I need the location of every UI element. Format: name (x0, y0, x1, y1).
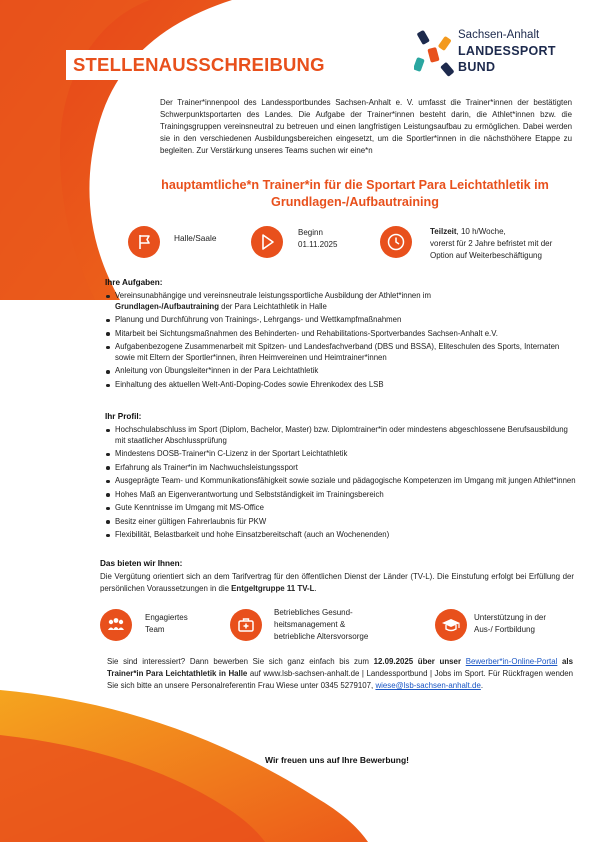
list-item: Aufgabenbezogene Zusammenarbeit mit Spitzen- und Landesfachverband (DBS und BSSA), Eliteschulen des Sports, Internaten sowie mit Eltern der Sportler*innen, ihren Heimvereinen und Heimtrainer*innen (105, 342, 577, 363)
location-icon (128, 226, 160, 258)
team-icon (100, 609, 132, 641)
pay-grade: Entgeltgruppe 11 TV-L (231, 583, 315, 593)
graduation-cap-icon (435, 609, 467, 641)
worktime-hours: , 10 h/Woche, (456, 227, 506, 236)
profile-list (105, 425, 577, 544)
logo-text-bund: BUND (458, 60, 496, 74)
list-item: Anleitung von Übungsleiter*innen in der Para Leichtathletik (105, 366, 577, 377)
offer-text-end: . (314, 583, 317, 593)
list-item: Flexibilität, Belastbarkeit und hohe Einsatzbereitschaft (auch an Wochenenden) (105, 530, 577, 541)
list-item: Ausgeprägte Team- und Kommunikationsfähigkeit sowie soziale und pädagogische Kompetenzen im Umgang mit jungen Athlet*innen (105, 476, 577, 487)
offer-text (100, 571, 574, 595)
start-date: 01.11.2025 (298, 240, 338, 249)
worktime-line1 (430, 226, 506, 238)
closing-line: Wir freuen uns auf Ihre Bewerbung! (265, 755, 409, 765)
list-item: Einhaltung des aktuellen Welt-Anti-Doping-Codes sowie Ehrenkodex des LSB (105, 380, 577, 391)
task-1-text: Vereinsunabhängige und vereinsneutrale leistungssportliche Ausbildung der Athlet*innen im (115, 291, 431, 300)
tasks-list (105, 291, 577, 393)
page-title: STELLENAUSSCHREIBUNG (73, 54, 325, 75)
benefit-health-line2: heitsmanagement & (274, 620, 346, 629)
applicant-portal-link[interactable]: Bewerber*in-Online-Portal (465, 657, 558, 666)
intro-paragraph: Der Trainer*innenpool des Landessportbundes Sachsen-Anhalt e. V. umfasst die Trainer*innen der bestätigten Schwerpunktsportarten des Landes. Die Aufgabe der Trainer*innen besteht darin, die Athlet*innen bzw. die Trainingsgruppen vereinsneutral zu betreuen und einen langfristigen Leistungsaufbau zu ermöglichen. Dabei werden sie in den verschiedenen Ausbildungsbereichen eingesetzt, um die Sportler*innen in die nächsthöhere Etappe zu begleiten. Zur Verstärkung unseres Teams suchen wir eine*n (160, 98, 572, 155)
health-kit-icon (230, 609, 262, 641)
benefit-team-line1: Engagiertes (145, 613, 188, 622)
apply-end: . (480, 681, 484, 690)
list-item: Mindestens DOSB-Trainer*in C-Lizenz in der Sportart Leichtathletik (105, 449, 577, 460)
offer-text-main: Die Vergütung orientiert sich an dem Tarifvertrag für den öffentlichen Dienst der Länder (TV-L). Die Einstufung erfolgt bei Erfüllung der persönlichen Voraussetzungen in die (100, 572, 574, 593)
profile-heading: Ihr Profil: (105, 412, 142, 421)
apply-intro: Sie sind interessiert? Dann bewerben Sie sich ganz einfach bis zum (107, 657, 374, 666)
list-item: Planung und Durchführung von Trainings-, Lehrgangs- und Wettkampfmaßnahmen (105, 315, 577, 326)
benefit-edu-line1: Unterstützung in der (474, 613, 547, 622)
list-item: Besitz einer gültigen Fahrerlaubnis für PKW (105, 517, 577, 528)
clock-icon (380, 226, 412, 258)
benefit-health-line1: Betriebliches Gesund- (274, 608, 353, 617)
email-link[interactable]: wiese@lsb-sachsen-anhalt.de (375, 681, 481, 690)
application-paragraph (107, 656, 573, 692)
list-item (105, 291, 577, 312)
list-item: Mitarbeit bei Sichtungsmaßnahmen des Behinderten- und Rehabilitations-Sportverbandes Sachsen-Anhalt e.V. (105, 329, 577, 340)
logo-text-main: LANDESSPORT (458, 44, 556, 58)
location-text: Halle/Saale (174, 233, 217, 243)
apply-contact-text: auf www.lsb-sachsen-anhalt.de | Landessportbund | Jobs im Sport. Für Rückfragen wenden Sie sich bitte an unsere Personalreferentin Frau Wiese unter 0345 5279107, (107, 669, 574, 690)
tasks-heading: Ihre Aufgaben: (105, 278, 163, 287)
benefit-edu-line2: Aus-/ Fortbildung (474, 625, 535, 634)
list-item: Erfahrung als Trainer*in im Nachwuchsleistungssport (105, 463, 577, 474)
apply-position: als Trainer*in Para Leichtathletik in Halle (107, 657, 574, 678)
task-1-rest: der Para Leichtathletik in Halle (218, 301, 327, 311)
task-1-bold: Grundlagen-/Aufbautraining (115, 301, 219, 311)
benefit-team-line2: Team (145, 625, 165, 634)
list-item: Hochschulabschluss im Sport (Diplom, Bachelor, Master) bzw. Diplomtrainer*in oder mindestens abgeschlossene Berufsausbildung mit staatlicher Abschlussprüfung (105, 425, 577, 446)
start-play-icon (251, 226, 283, 258)
logo-text-region: Sachsen-Anhalt (458, 29, 540, 41)
worktime-line2: vorerst für 2 Jahre befristet mit der (430, 239, 553, 248)
list-item: Hohes Maß an Eigenverantwortung und Selbstständigkeit im Trainingsbereich (105, 490, 577, 501)
start-label: Beginn (298, 228, 323, 237)
benefit-health-line3: betriebliche Altersvorsorge (274, 632, 369, 641)
worktime-line3: Option auf Weiterbeschäftigung (430, 251, 542, 260)
offer-heading: Das bieten wir Ihnen: (100, 559, 183, 568)
list-item: Gute Kenntnisse im Umgang mit MS-Office (105, 503, 577, 514)
job-headline: hauptamtliche*n Trainer*in für die Sportart Para Leichtathletik im Grundlagen-/Aufbautraining (161, 178, 549, 209)
apply-deadline: 12.09.2025 über unser (373, 657, 462, 666)
worktime-type: Teilzeit (430, 227, 457, 236)
